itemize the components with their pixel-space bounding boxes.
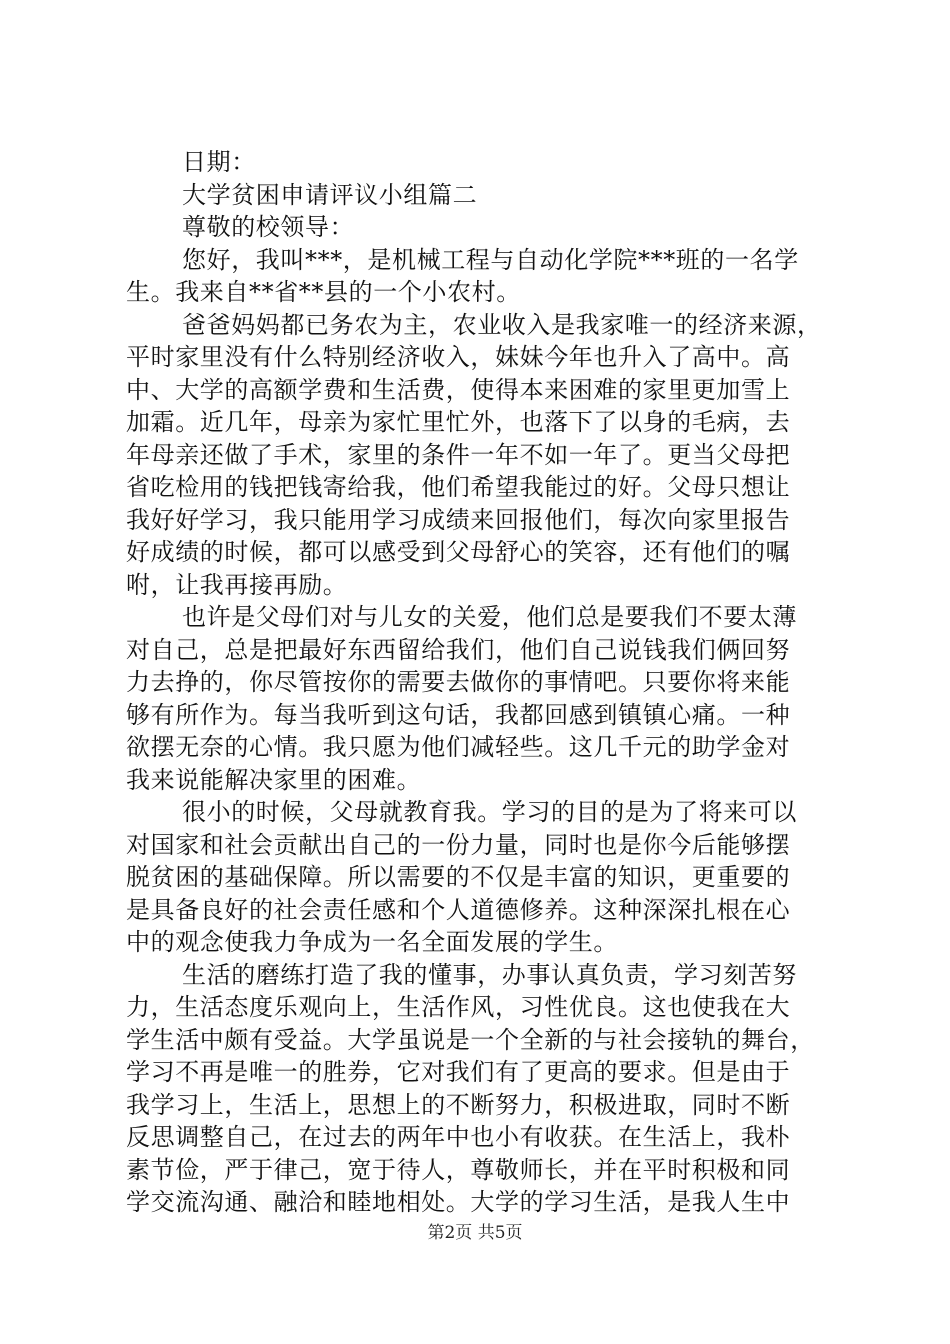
text-line: 您好，我叫***，是机械工程与自动化学院***班的一名学 [182, 245, 799, 274]
text-line: 我来说能解决家里的困难。 [126, 765, 422, 794]
text-line: 欲摆无奈的心情。我只愿为他们减轻些。这几千元的助学金对 [126, 733, 791, 761]
text-line: 是具备良好的社会责任感和个人道德修养。这种深深扎根在心 [126, 895, 791, 924]
document-body [126, 146, 836, 1219]
text-line: 学生活中颇有受益。大学虽说是一个全新的与社会接轨的舞台， [126, 1025, 815, 1054]
text-line: 加霜。近几年，母亲为家忙里忙外，也落下了以身的毛病，去 [126, 408, 791, 436]
text-line: 力，生活态度乐观向上，生活作风，习性优良。这也使我在大 [126, 993, 791, 1021]
text-line: 爸爸妈妈都已务农为主，农业收入是我家唯一的经济来源， [182, 310, 822, 339]
text-line: 尊敬的校领导： [182, 213, 355, 241]
text-line: 生。我来自**省**县的一个小农村。 [126, 278, 521, 306]
text-line: 也许是父母们对与儿女的关爱，他们总是要我们不要太薄 [182, 603, 797, 631]
text-line: 很小的时候，父母就教育我。学习的目的是为了将来可以 [182, 798, 797, 826]
text-line: 咐，让我再接再励。 [126, 570, 348, 599]
page-footer: 第2页 共5页 [427, 1223, 523, 1243]
text-line: 够有所作为。每当我听到这句话，我都回感到镇镇心痛。一种 [126, 700, 791, 729]
text-line: 反思调整自己，在过去的两年中也小有收获。在生活上，我朴 [126, 1123, 791, 1151]
text-line: 省吃检用的钱把钱寄给我，他们希望我能过的好。父母只想让 [126, 473, 791, 501]
text-line: 脱贫困的基础保障。所以需要的不仅是丰富的知识，更重要的 [126, 863, 791, 891]
text-line: 大学贫困申请评议小组篇二 [182, 180, 478, 209]
text-line: 年母亲还做了手术，家里的条件一年不如一年了。更当父母把 [126, 440, 791, 469]
text-line: 力去挣的，你尽管按你的需要去做你的事情吧。只要你将来能 [126, 668, 791, 696]
text-line: 对国家和社会贡献出自己的一份力量，同时也是你今后能够摆 [126, 830, 791, 859]
text-line: 我学习上，生活上，思想上的不断努力，积极进取，同时不断 [126, 1090, 791, 1119]
text-line: 素节俭，严于律己，宽于待人，尊敬师长，并在平时积极和同 [126, 1155, 791, 1184]
text-line: 平时家里没有什么特别经济收入，妹妹今年也升入了高中。高 [126, 343, 791, 371]
text-line: 好成绩的时候，都可以感受到父母舒心的笑容，还有他们的嘱 [126, 538, 791, 566]
text-line: 中、大学的高额学费和生活费，使得本来困难的家里更加雪上 [126, 375, 791, 404]
text-line: 生活的磨练打造了我的懂事，办事认真负责，学习刻苦努 [182, 960, 797, 989]
text-line: 学习不再是唯一的胜券，它对我们有了更高的要求。但是由于 [126, 1058, 791, 1086]
text-line: 我好好学习，我只能用学习成绩来回报他们，每次向家里报告 [126, 505, 791, 534]
text-line: 日期： [182, 148, 256, 176]
text-line: 对自己，总是把最好东西留给我们，他们自己说钱我们俩回努 [126, 635, 791, 664]
text-line: 学交流沟通、融洽和睦地相处。大学的学习生活，是我人生中 [126, 1188, 791, 1216]
text-line: 中的观念使我力争成为一名全面发展的学生。 [126, 928, 618, 956]
